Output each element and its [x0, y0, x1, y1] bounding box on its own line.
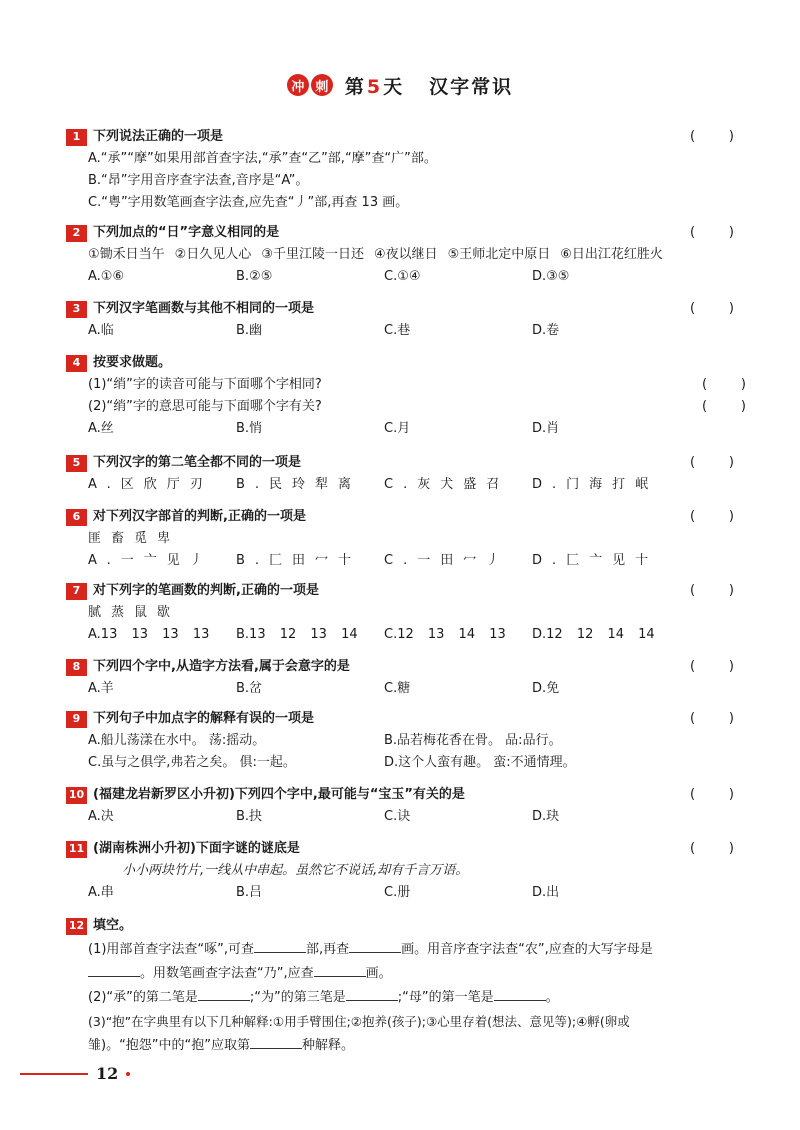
question-stem: (福建龙岩新罗区小升初)下列四个字中,最可能与“宝玉”有关的是 [93, 787, 465, 802]
item: ⑤王师北定中原日 [447, 247, 551, 262]
answer-parentheses[interactable]: ( ) [702, 377, 746, 392]
question-stem: (湖南株洲小升初)下面字谜的谜底是 [93, 841, 300, 856]
option-c: C.糖 [384, 681, 411, 696]
question-8 [66, 656, 746, 700]
option-a: A.串 [88, 885, 114, 900]
answer-parentheses[interactable]: ( ) [690, 509, 734, 524]
option-b: B.匚田冖十 [236, 553, 362, 568]
sub-question-1: (1)“绡”字的读音可能与下面哪个字相同? ( ) [66, 374, 746, 396]
option-b: B.岔 [236, 681, 263, 696]
question-7 [66, 580, 746, 646]
question-6 [66, 506, 746, 572]
options-row [66, 624, 746, 646]
question-number: 1 [66, 129, 87, 146]
option-b: B.民玲犁离 [236, 477, 362, 492]
blank-input[interactable] [349, 938, 401, 953]
answer-parentheses[interactable]: ( ) [690, 301, 734, 316]
option-b: B.②⑤ [236, 269, 273, 284]
fill-line-2: 。用数笔画查字法查“乃”,应查 画。 [66, 962, 746, 986]
question-stem: 下列四个字中,从造字方法看,属于会意字的是 [93, 659, 350, 674]
option-a: A.决 [88, 809, 114, 824]
question-number: 10 [66, 787, 87, 804]
option-d: D.12 12 14 14 [532, 627, 655, 642]
answer-parentheses[interactable]: ( ) [690, 787, 734, 802]
riddle-text: 小小两块竹片,一线从中串起。虽然它不说话,却有千言万语。 [122, 863, 469, 878]
question-stem: 下列句子中加点字的解释有误的一项是 [93, 711, 315, 726]
sub-question-2: (2)“绡”字的意思可能与下面哪个字有关? ( ) [66, 396, 746, 418]
question-10 [66, 784, 746, 828]
badge-chong: 冲 [287, 74, 309, 96]
question-number: 11 [66, 841, 87, 858]
option-b: B.13 12 13 14 [236, 627, 358, 642]
option-b: B.悄 [236, 421, 263, 436]
target-characters: 腻蒸鼠歇 [88, 605, 181, 620]
blank-input[interactable] [314, 962, 366, 977]
answer-parentheses[interactable]: ( ) [690, 455, 734, 470]
options-row [66, 320, 746, 342]
fill-line-3: (2)“承”的第二笔是 ;“为”的第三笔是 ;“母”的第一笔是 。 [66, 986, 746, 1010]
topic-title: 汉字常识 [429, 75, 514, 98]
question-number: 2 [66, 225, 87, 242]
options-row [66, 474, 746, 496]
option-c: C.12 13 14 13 [384, 627, 506, 642]
question-4 [66, 352, 746, 440]
option-line: A.“承”“摩”如果用部首查字法,“承”查“乙”部,“摩”查“广”部。 [88, 151, 437, 166]
option-c: C.①④ [384, 269, 421, 284]
blank-input[interactable] [494, 986, 546, 1001]
answer-parentheses[interactable]: ( ) [690, 583, 734, 598]
options-row [66, 806, 746, 828]
answer-parentheses[interactable]: ( ) [702, 399, 746, 414]
item: ⑥日出江花红胜火 [560, 247, 663, 262]
option-c: C.巷 [384, 323, 411, 338]
badge-ci: 刺 [311, 74, 333, 96]
option-c: C.册 [384, 885, 411, 900]
options-row [66, 752, 746, 774]
answer-parentheses[interactable]: ( ) [690, 129, 734, 144]
day-number: 5 [366, 75, 382, 98]
option-a: A.羊 [88, 681, 114, 696]
option-b: B.幽 [236, 323, 263, 338]
question-stem: 按要求做题。 [93, 355, 172, 370]
options-row [66, 266, 746, 288]
options-row [66, 418, 746, 440]
question-number: 4 [66, 355, 87, 372]
item: ②日久见人心 [174, 247, 252, 262]
item: ④夜以继日 [373, 247, 438, 262]
option-b: B.品若梅花香在骨。 品:品行。 [384, 733, 562, 748]
page-footer [20, 1064, 130, 1083]
option-c: C.月 [384, 421, 411, 436]
option-a: A.临 [88, 323, 114, 338]
question-number: 9 [66, 711, 87, 728]
option-c: C.诀 [384, 809, 411, 824]
option-line: B.“昂”字用音序查字法查,音序是“A”。 [88, 173, 309, 188]
option-d: D.卷 [532, 323, 560, 338]
question-2 [66, 222, 746, 288]
option-d: D.玦 [532, 809, 560, 824]
option-a: A.区欣厅刃 [88, 477, 213, 492]
option-a: A.①⑥ [88, 269, 125, 284]
item-list [66, 244, 746, 266]
item: ①锄禾日当午 [88, 247, 165, 262]
day-title: 第 5 天 [344, 75, 404, 98]
question-stem: 下列加点的“日”字意义相同的是 [93, 225, 280, 240]
footer-dot [126, 1072, 130, 1076]
question-stem: 下列汉字的第二笔全都不同的一项是 [93, 455, 302, 470]
options-row [66, 882, 746, 904]
option-d: D.免 [532, 681, 560, 696]
answer-parentheses[interactable]: ( ) [690, 711, 734, 726]
question-12 [66, 914, 746, 1058]
footer-rule [20, 1073, 88, 1075]
blank-input[interactable] [346, 986, 398, 1001]
fill-line-5: 雏)。“抱怨”中的“抱”应取第 种解释。 [66, 1034, 746, 1058]
options-row [66, 550, 746, 572]
question-number: 7 [66, 583, 87, 600]
option-d: D.这个人蛮有趣。 蛮:不通情理。 [384, 755, 576, 770]
option-d: D.匚亠见十 [532, 553, 659, 568]
fill-line-4: (3)“抱”在字典里有以下几种解释:①用手臂围住;②抱养(孩子);③心里存着(想法、意见等);④孵(卵或 [88, 1014, 630, 1029]
sprint-badges [287, 74, 333, 96]
blank-input[interactable] [250, 1034, 302, 1049]
question-number: 5 [66, 455, 87, 472]
question-number: 3 [66, 301, 87, 318]
question-stem: 下列汉字笔画数与其他不相同的一项是 [93, 301, 315, 316]
page-header [0, 68, 800, 102]
answer-parentheses[interactable]: ( ) [690, 841, 734, 856]
options-row [66, 730, 746, 752]
option-b: B.吕 [236, 885, 263, 900]
question-1 [66, 126, 746, 214]
question-number: 12 [66, 918, 87, 935]
question-stem: 填空。 [93, 918, 133, 933]
option-line: C.“粤”字用数笔画查字法查,应先查“丿”部,再查 13 画。 [88, 195, 409, 210]
option-a: A.丝 [88, 421, 114, 436]
option-a: A.一亠见丿 [88, 553, 213, 568]
question-3 [66, 298, 746, 342]
question-stem: 对下列字的笔画数的判断,正确的一项是 [93, 583, 319, 598]
option-d: D.门海打岷 [532, 477, 659, 492]
option-c: C.虽与之俱学,弗若之矣。 俱:一起。 [88, 755, 296, 770]
question-stem: 对下列汉字部首的判断,正确的一项是 [93, 509, 306, 524]
option-a: A.13 13 13 13 [88, 627, 210, 642]
option-d: D.出 [532, 885, 560, 900]
question-9 [66, 708, 746, 774]
question-number: 8 [66, 659, 87, 676]
question-number: 6 [66, 509, 87, 526]
blank-input[interactable] [254, 938, 306, 953]
question-5 [66, 452, 746, 496]
blank-input[interactable] [88, 962, 140, 977]
option-c: C.灰犬盛召 [384, 477, 510, 492]
option-d: D.③⑤ [532, 269, 570, 284]
question-11 [66, 838, 746, 904]
answer-parentheses[interactable]: ( ) [690, 659, 734, 674]
item: ③千里江陵一日还 [261, 247, 364, 262]
fill-line-1: (1)用部首查字法查“啄”,可查 部,再查 画。用音序查字法查“农”,应查的大写字母是 [66, 938, 746, 962]
blank-input[interactable] [198, 986, 250, 1001]
answer-parentheses[interactable]: ( ) [690, 225, 734, 240]
option-d: D.肖 [532, 421, 560, 436]
question-stem: 下列说法正确的一项是 [93, 129, 224, 144]
target-characters: 匪畜觅卑 [88, 531, 181, 546]
options-row [66, 678, 746, 700]
option-a: A.船儿荡漾在水中。 荡:摇动。 [88, 733, 266, 748]
option-c: C.一田冖丿 [384, 553, 510, 568]
option-b: B.抉 [236, 809, 263, 824]
page-number: 12 [96, 1064, 119, 1083]
